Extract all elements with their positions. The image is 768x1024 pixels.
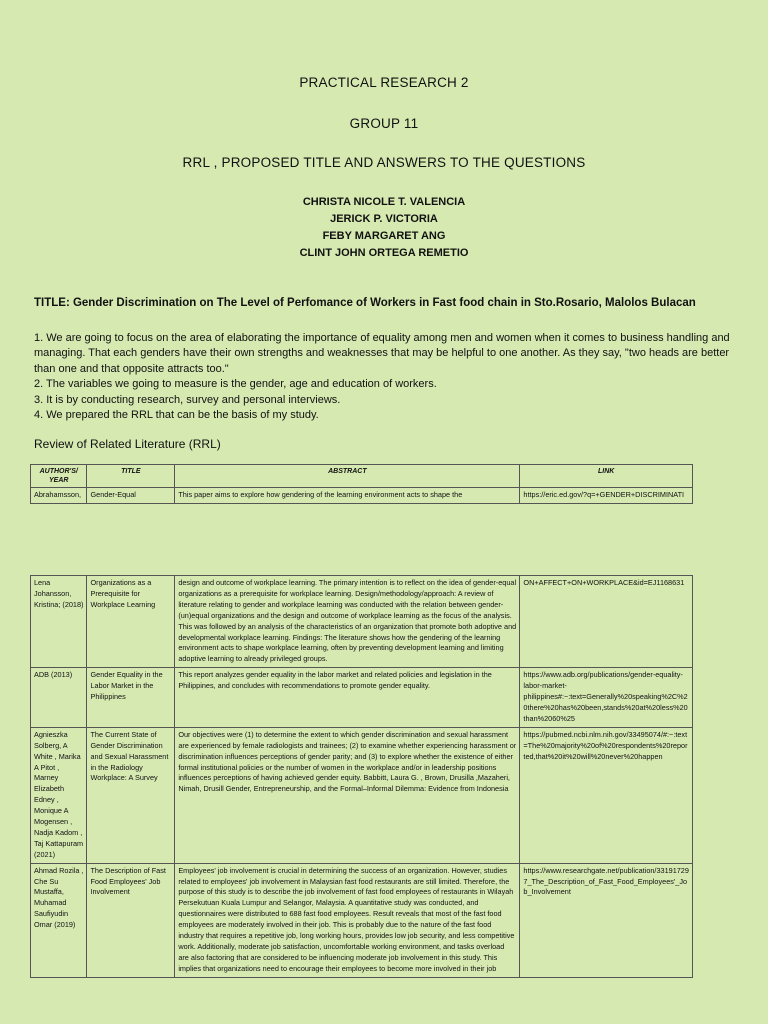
- cell-author: Ahmad Rozila , Che Su Mustaffa, Muhamad Saufiyudin Omar (2019): [31, 863, 87, 977]
- section-heading: RRL , PROPOSED TITLE AND ANSWERS TO THE QUESTIONS: [182, 155, 586, 170]
- header-cell-title: TITLE: [87, 465, 175, 488]
- answers-list: [34, 331, 744, 423]
- rrl-heading: Review of Related Literature (RRL): [34, 437, 221, 451]
- cell-author: Lena Johansson, Kristina; (2018): [31, 576, 87, 668]
- answer-1: 1. We are going to focus on the area of elaborating the importance of equality among men and women when it comes to business handling and managing. That each genders have their own strengths and weaknesses that may be helpful to one another. As they say, "two heads are better than one and that opposite attracts too.": [34, 332, 730, 375]
- author-name: FEBY MARGARET ANG: [322, 230, 446, 242]
- table-header-row: [31, 465, 693, 488]
- author-name: CHRISTA NICOLE T. VALENCIA: [302, 196, 466, 208]
- cell-link[interactable]: https://eric.ed.gov/?q=+GENDER+DISCRIMINATI: [520, 488, 693, 504]
- header-cell-abstract: ABSTRACT: [175, 465, 520, 488]
- group-heading: GROUP 11: [349, 116, 419, 131]
- cell-title: Gender Equality in the Labor Market in the Philippines: [87, 668, 175, 728]
- cell-author: Agnieszka Solberg, A White , Marika A Pitot , Marney Elizabeth Edney , Monique A Mogensen , Nadja Kadom , Taj Kattapuram (2021): [31, 727, 87, 863]
- answer-3: 3. It is by conducting research, survey and personal interviews.: [34, 393, 341, 406]
- research-title: TITLE: Gender Discrimination on The Level of Perfomance of Workers in Fast food chain in Sto.Rosario, Malolos Bulacan: [34, 297, 696, 309]
- cell-author: Abrahamsson,: [31, 488, 87, 504]
- table-row: [31, 863, 693, 977]
- answer-4: 4. We prepared the RRL that can be the basis of my study.: [34, 409, 319, 422]
- cell-author: ADB (2013): [31, 668, 87, 728]
- author-name: CLINT JOHN ORTEGA REMETIO: [299, 247, 469, 259]
- cell-abstract: Employees' job involvement is crucial in determining the success of an organization. However, studies related to employees' job involvement in Malaysian fast food restaurants are still limited. Therefore, the purpose of this study is to describe the job involvement of fast food employees of restaurants in Wilayah Persekutuan Kuala Lumpur and Selangor, Malaysia. A quantitative study was conducted, and questionnaires were distributed to 688 fast food employees. Result reveals that most of the fast food employees are moderately involved in their job. This is probably due to the nature of the fast food industry that requires a repetitive job, long working hours, provides low job security, and less competitive work. Additionally, moderate job satisfaction, uncomfortable working environment, and tasks overload are also factoring that are considered to be influencing moderate job involvement in this study. This implies that organizations need to encourage their employees to become more involved in their job: [175, 863, 520, 977]
- answer-2: 2. The variables we going to measure is the gender, age and education of workers.: [34, 378, 437, 391]
- rrl-table-continued: [30, 575, 693, 978]
- author-list: [0, 194, 768, 262]
- cell-abstract: This report analyzes gender equality in the labor market and related policies and legislation in the Philippines, and concludes with recommendations to promote gender equality.: [175, 668, 520, 728]
- header-cell-link: LINK: [520, 465, 693, 488]
- table-row: [31, 668, 693, 728]
- cell-title: The Current State of Gender Discrimination and Sexual Harassment in the Radiology Workplace: A Survey: [87, 727, 175, 863]
- rrl-table-header: [30, 464, 693, 504]
- author-name: JERICK P. VICTORIA: [330, 213, 438, 225]
- cell-link[interactable]: https://www.researchgate.net/publication/331917297_The_Description_of_Fast_Food_Employees'_Job_Involvement: [520, 863, 693, 977]
- course-heading: PRACTICAL RESEARCH 2: [299, 75, 469, 90]
- table-row: [31, 488, 693, 504]
- table-row: [31, 576, 693, 668]
- cell-link[interactable]: ON+AFFECT+ON+WORKPLACE&id=EJ1168631: [520, 576, 693, 668]
- cell-abstract: design and outcome of workplace learning. The primary intention is to reflect on the idea of gender-equal organizations as a prerequisite for workplace learning. Design/methodology/approach: A review of literature relating to gender and workplace learning was conducted with the relation between gender-(un)equal organizations and the design and outcome of workplace learning as the focus of the analysis. This was followed by an analysis of the characteristics of an organization that promote both adoptive and developmental workplace learning. Findings: The literature shows how the gendering of the learning environment acts to shape workplace learning, often by preventing development learning and limiting adoptive learning to already privileged groups.: [175, 576, 520, 668]
- cell-title: Gender-Equal: [87, 488, 175, 504]
- cell-link[interactable]: https://www.adb.org/publications/gender-equality-labor-market-philippines#:~:text=Generally%20speaking%2C%20there%20has%20been,stands%20at%20less%20than%2060%25: [520, 668, 693, 728]
- table-row: [31, 727, 693, 863]
- cell-abstract: Our objectives were (1) to determine the extent to which gender discrimination and sexual harassment are experienced by female radiologists and trainees; (2) to examine whether experiencing harassment or discrimination influences perceptions of gender parity; and (3) to explore whether the existence of either formal institutional policies or the number of women in the workplace and/or in leadership positions influences perceptions of having achieved gender equity. Babbitt, Laura G. , Brown, Drusilla ,Mazaheri, Nimah, Drusill Gender, Entrepreneurship, and the Formal–Informal Dilemma: Evidence from Indonesia: [175, 727, 520, 863]
- cell-abstract: This paper aims to explore how gendering of the learning environment acts to shape the: [175, 488, 520, 504]
- cell-title: Organizations as a Prerequisite for Workplace Learning: [87, 576, 175, 668]
- cell-link[interactable]: https://pubmed.ncbi.nlm.nih.gov/33495074/#:~:text=The%20majority%20of%20respondents%20reported,that%20it%20will%20never%20happen: [520, 727, 693, 863]
- cell-title: The Description of Fast Food Employees' Job Involvement: [87, 863, 175, 977]
- header-cell-author: AUTHOR'S/ YEAR: [31, 465, 87, 488]
